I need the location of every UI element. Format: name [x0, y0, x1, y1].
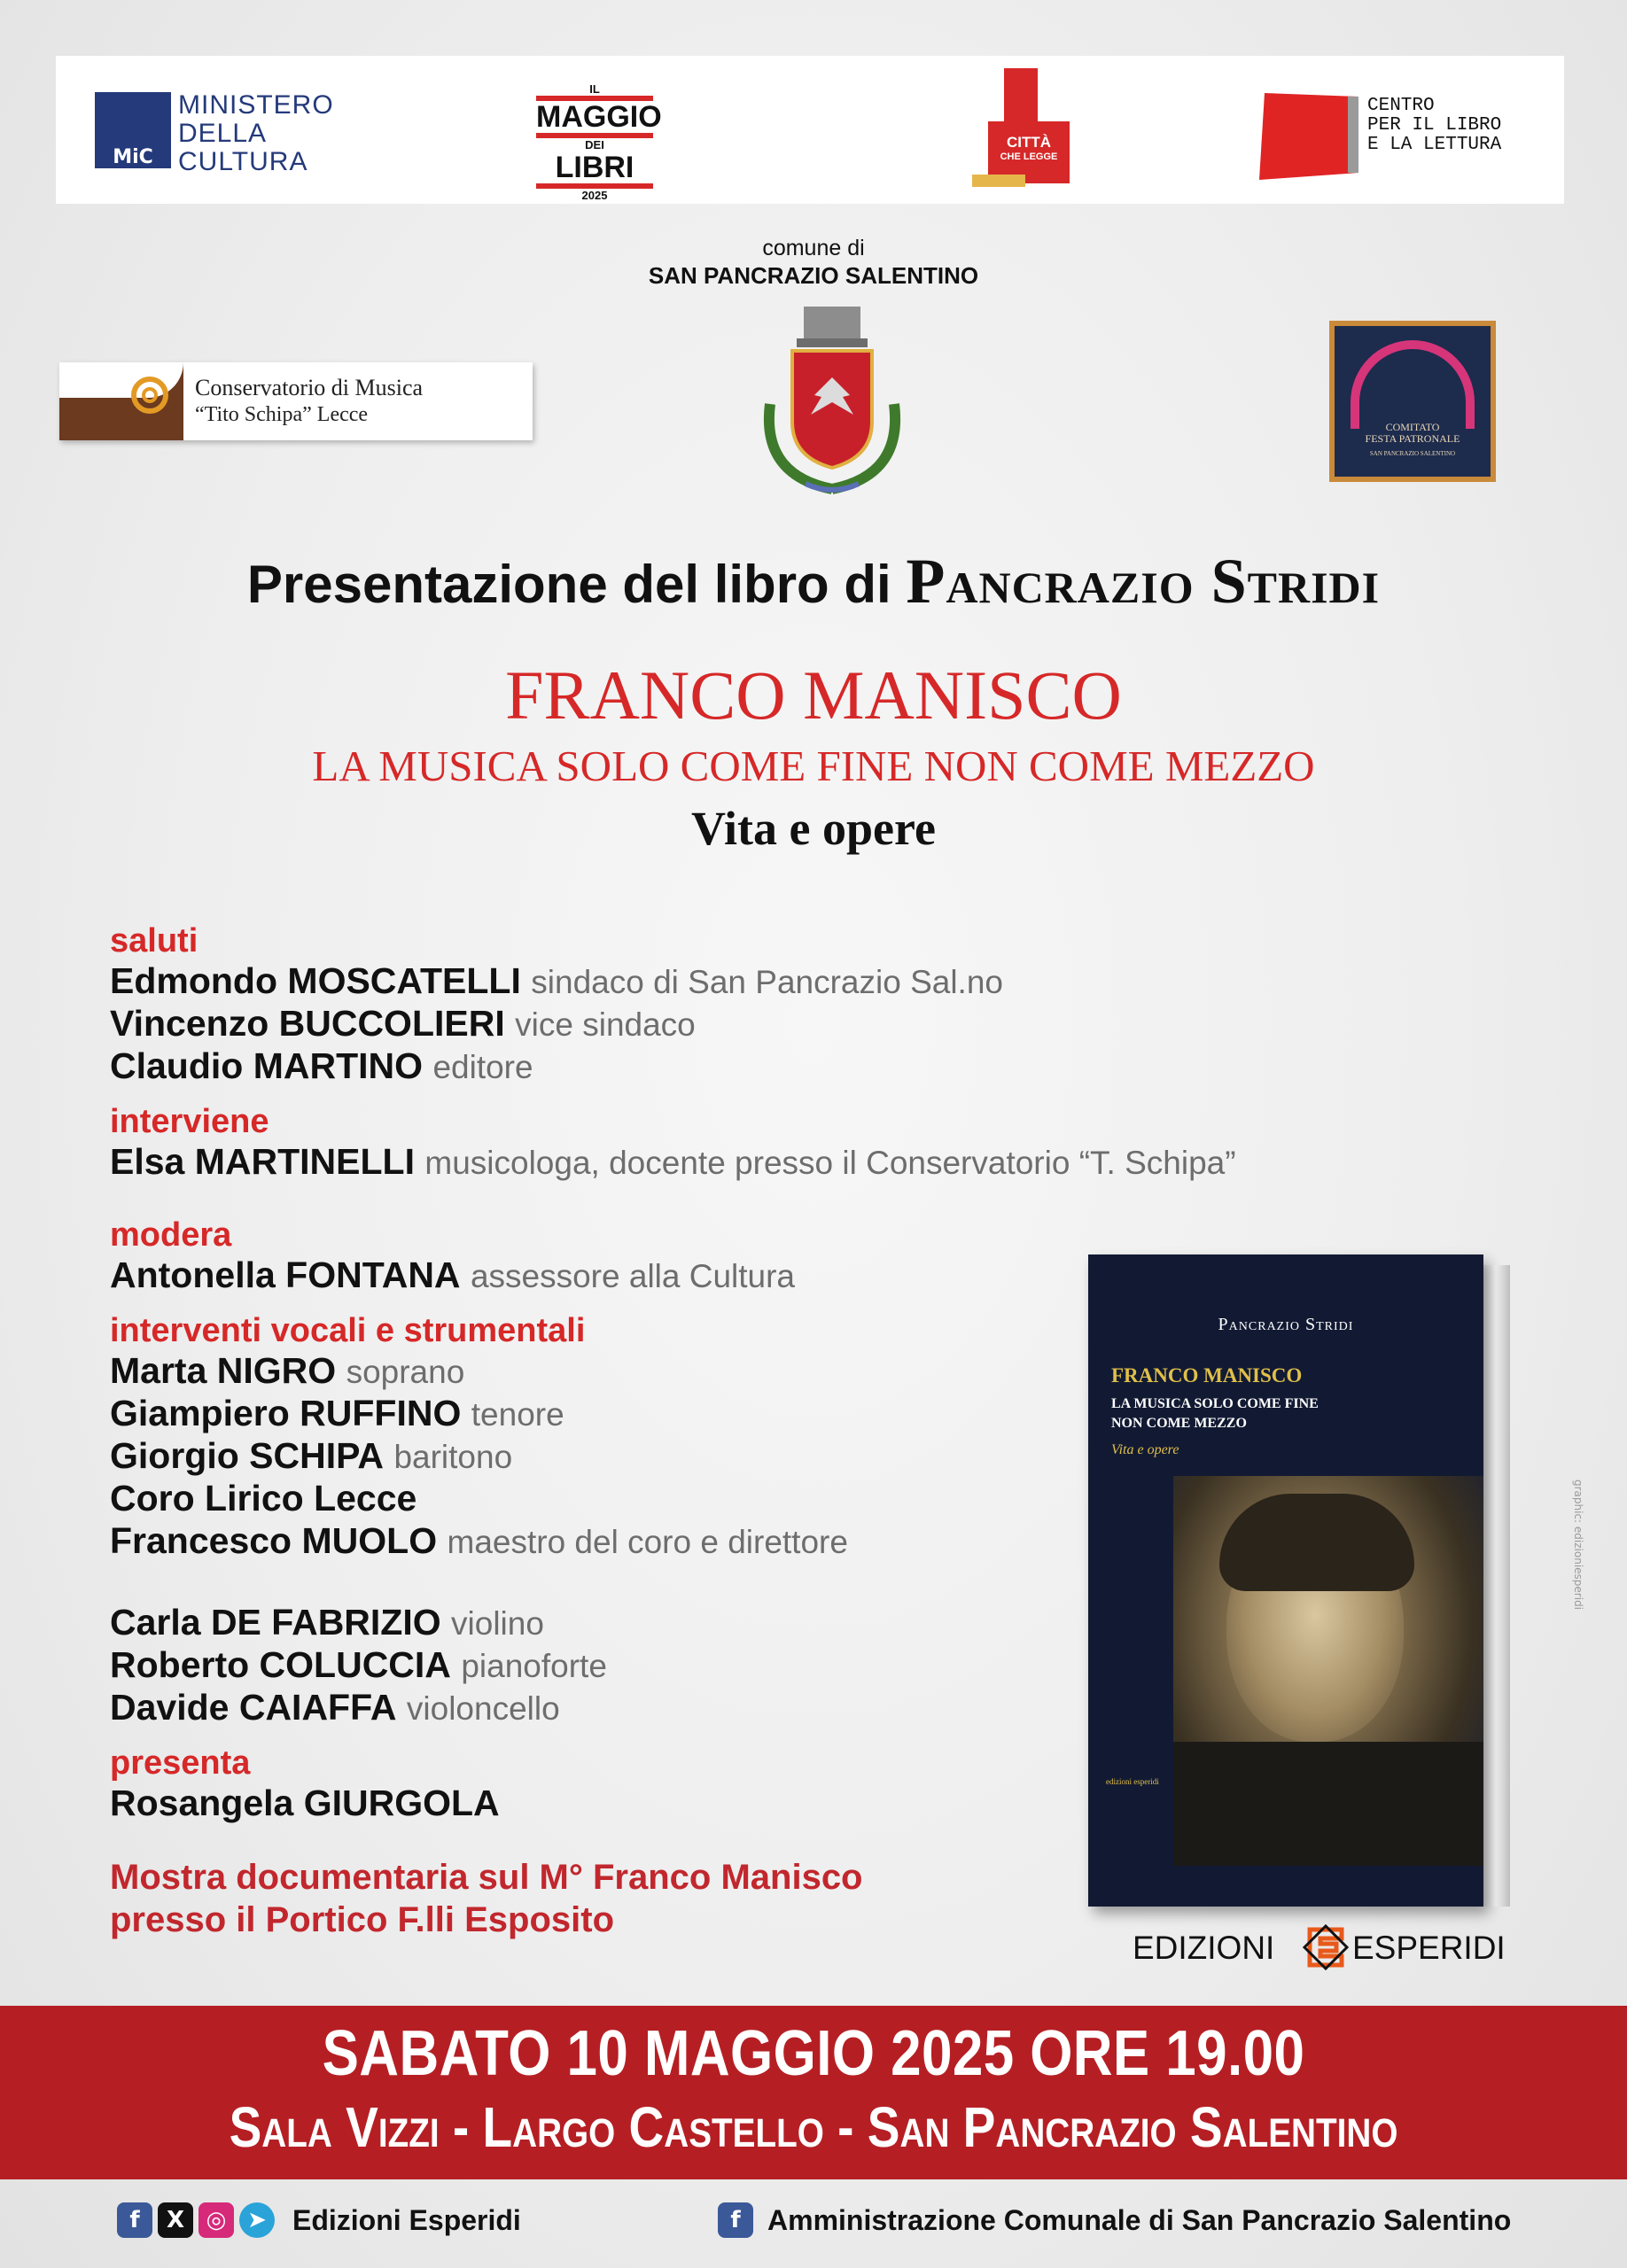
- footer-left: [117, 2202, 578, 2243]
- x-icon[interactable]: X: [158, 2202, 193, 2238]
- book-subtitle: LA MUSICA SOLO COME FINE NON COME MEZZO: [312, 742, 1315, 790]
- maggio-dei-libri-logo: IL MAGGIO DEI LIBRI 2025: [536, 82, 662, 202]
- section-interviene: [110, 1102, 1236, 1184]
- centro-libro-logo: [1259, 84, 1362, 182]
- cover-title: FRANCO MANISCO: [1111, 1364, 1303, 1386]
- section-modera: [110, 1216, 1102, 1297]
- performer-row: Giampiero RUFFINO tenore: [110, 1393, 564, 1433]
- esperidi-mark-icon: [1301, 1922, 1351, 1972]
- facebook-icon[interactable]: f: [117, 2202, 152, 2238]
- citta-che-legge-logo: CITTÀ CHE LEGGE: [972, 68, 1087, 192]
- edizioni-esperidi-logo: EDIZIONI ESPERIDI: [1133, 1921, 1522, 1974]
- performer-row: Coro Lirico Lecce: [110, 1478, 417, 1518]
- book-cover-image: [1088, 1254, 1483, 1907]
- cover-publisher: edizioni esperidi: [1106, 1777, 1159, 1786]
- cover-tagline: Vita e opere: [1111, 1442, 1179, 1457]
- performer-row: Giorgio SCHIPA baritono: [110, 1435, 513, 1476]
- event-location: Sala Vizzi - Largo Castello - San Pancrazio Salentino: [229, 2095, 1398, 2159]
- cover-author: Pancrazio Stridi: [1218, 1315, 1354, 1334]
- graphic-credit: graphic: edizioniesperidi: [1572, 1480, 1584, 1611]
- centro-libro-text: CENTRO PER IL LIBRO E LA LETTURA: [1367, 96, 1502, 155]
- speaker-row: Elsa MARTINELLI musicologa, docente presso il Conservatorio “T. Schipa”: [110, 1141, 1236, 1182]
- logo-bar: [56, 56, 1564, 204]
- footer-left-label[interactable]: Edizioni Esperidi: [292, 2204, 521, 2236]
- facebook-icon[interactable]: f: [718, 2202, 753, 2238]
- section-interventi: [110, 1311, 1102, 1729]
- conservatorio-logo: Conservatorio di Musica “Tito Schipa” Lecce: [59, 362, 533, 440]
- footer-right: [718, 2202, 1569, 2243]
- performer-row: Marta NIGRO soprano: [110, 1350, 465, 1391]
- section-presenta: [110, 1744, 1102, 1824]
- comune-name: SAN PANCRAZIO SALENTINO: [648, 262, 979, 289]
- portrait-photo: [1173, 1476, 1483, 1848]
- comitato-festa-logo: COMITATO FESTA PATRONALE SAN PANCRAZIO SALENTINO: [1329, 321, 1496, 482]
- performer-row: Davide CAIAFFA violoncello: [110, 1687, 560, 1728]
- conservatorio-swirl-icon: [125, 375, 175, 416]
- performer-row: Roberto COLUCCIA pianoforte: [110, 1644, 607, 1685]
- footer-right-label[interactable]: Amministrazione Comunale di San Pancrazio Salentino: [767, 2204, 1512, 2236]
- exhibition-note: Mostra documentaria sul M° Franco Manisco presso il Portico F.lli Esposito: [110, 1858, 863, 1939]
- section-label: interviene: [110, 1103, 269, 1140]
- section-saluti: [110, 921, 1102, 1088]
- section-label: modera: [110, 1216, 232, 1254]
- event-datetime: SABATO 10 MAGGIO 2025 ORE 19.00: [322, 2018, 1305, 2089]
- speaker-row: Vincenzo BUCCOLIERI vice sindaco: [110, 1003, 696, 1044]
- speaker-row: Antonella FONTANA assessore alla Cultura: [110, 1254, 796, 1295]
- cover-subtitle: NON COME MEZZO: [1111, 1416, 1247, 1431]
- ministero-cultura-logo: MiC: [95, 92, 171, 168]
- section-label: saluti: [110, 922, 199, 959]
- comune-crest-icon: [752, 307, 912, 500]
- speaker-row: Edmondo MOSCATELLI sindaco di San Pancrazio Sal.no: [110, 960, 1003, 1001]
- event-banner: [0, 2006, 1627, 2179]
- book-tagline: Vita e opere: [691, 802, 936, 855]
- comune-prefix: comune di: [762, 236, 865, 260]
- presentation-heading: Presentazione del libro di Pancrazio Stridi: [246, 546, 1381, 617]
- book-title: FRANCO MANISCO: [505, 656, 1122, 734]
- telegram-icon[interactable]: ➤: [239, 2202, 275, 2238]
- section-label: interventi vocali e strumentali: [110, 1312, 586, 1349]
- book-author: Pancrazio Stridi: [906, 546, 1381, 617]
- performer-row: Francesco MUOLO maestro del coro e direttore: [110, 1520, 848, 1561]
- speaker-row: Rosangela GIURGOLA: [110, 1783, 500, 1823]
- section-label: presenta: [110, 1744, 251, 1782]
- instagram-icon[interactable]: ◎: [199, 2202, 234, 2238]
- performer-row: Carla DE FABRIZIO violino: [110, 1602, 544, 1643]
- speaker-row: Claudio MARTINO editore: [110, 1045, 533, 1086]
- ministero-cultura-text: MINISTERO DELLA CULTURA: [178, 90, 334, 176]
- cover-subtitle: LA MUSICA SOLO COME FINE: [1111, 1396, 1319, 1411]
